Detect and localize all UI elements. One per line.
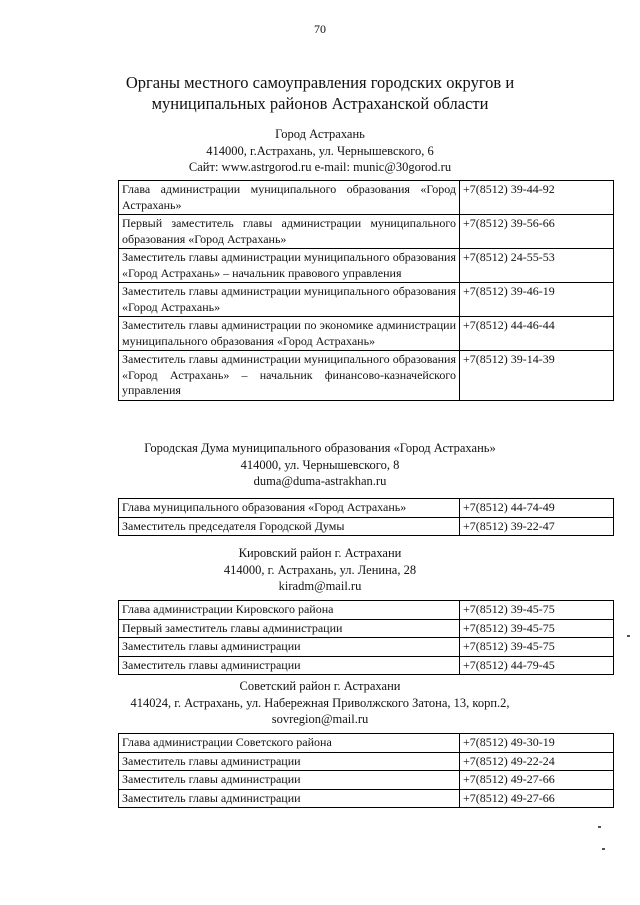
section-address: 414000, г. Астрахань, ул. Ленина, 28 <box>223 562 417 577</box>
section-name: Городская Дума муниципального образования «Город Астрахань» <box>144 441 496 455</box>
position-cell: Заместитель главы администрации <box>119 638 460 657</box>
section-contact: duma@duma-astrakhan.ru <box>253 474 387 488</box>
contacts-table-duma <box>118 498 614 536</box>
scan-speck <box>627 635 630 637</box>
phone-cell: +7(8512) 49-30-19 <box>460 734 614 753</box>
table-row <box>119 789 614 808</box>
position-cell: Заместитель главы администрации <box>119 771 460 790</box>
table-row <box>119 283 614 317</box>
phone-cell: +7(8512) 44-46-44 <box>460 317 614 351</box>
section-address: 414000, ул. Чернышевского, 8 <box>240 457 400 472</box>
section-contact: kiradm@mail.ru <box>278 579 362 593</box>
table-row <box>119 215 614 249</box>
section-contact: sovregion@mail.ru <box>271 712 369 726</box>
contacts-table-astrakhan <box>118 180 614 401</box>
section-address: 414024, г. Астрахань, ул. Набережная Приволжского Затона, 13, корп.2, <box>130 695 510 710</box>
table-row <box>119 771 614 790</box>
page-title: Органы местного самоуправления городских округов и муниципальных районов Астраханской области <box>125 73 515 113</box>
position-cell: Заместитель главы администрации по экономике администрации муниципального образования «Город Астрахань» <box>119 317 460 351</box>
phone-cell: +7(8512) 49-27-66 <box>460 771 614 790</box>
section-header-duma <box>40 440 600 490</box>
phone-cell: +7(8512) 44-74-49 <box>460 499 614 518</box>
phone-cell: +7(8512) 39-56-66 <box>460 215 614 249</box>
phone-cell: +7(8512) 39-45-75 <box>460 638 614 657</box>
table-row <box>119 619 614 638</box>
table-row <box>119 656 614 675</box>
table-row <box>119 317 614 351</box>
position-cell: Заместитель главы администрации <box>119 789 460 808</box>
section-name: Город Астрахань <box>275 127 365 141</box>
position-cell: Глава муниципального образования «Город Астрахань» <box>119 499 460 518</box>
section-name: Кировский район г. Астрахани <box>238 546 402 560</box>
section-header-astrakhan <box>40 126 600 176</box>
position-cell: Первый заместитель главы администрации <box>119 619 460 638</box>
scan-speck <box>602 848 605 850</box>
table-row <box>119 499 614 518</box>
phone-cell: +7(8512) 39-22-47 <box>460 517 614 536</box>
position-cell: Заместитель главы администрации муниципального образования «Город Астрахань» – начальник финансово-казначейского управления <box>119 351 460 401</box>
table-row <box>119 601 614 620</box>
phone-cell: +7(8512) 39-14-39 <box>460 351 614 401</box>
position-cell: Заместитель главы администрации <box>119 656 460 675</box>
position-cell: Заместитель главы администрации муниципального образования «Город Астрахань» <box>119 283 460 317</box>
section-name: Советский район г. Астрахани <box>239 679 401 693</box>
position-cell: Заместитель председателя Городской Думы <box>119 517 460 536</box>
phone-cell: +7(8512) 44-79-45 <box>460 656 614 675</box>
phone-cell: +7(8512) 24-55-53 <box>460 249 614 283</box>
position-cell: Первый заместитель главы администрации муниципального образования «Город Астрахань» <box>119 215 460 249</box>
section-address: 414000, г.Астрахань, ул. Чернышевского, 6 <box>206 143 434 158</box>
table-row <box>119 638 614 657</box>
section-contact: Сайт: www.astrgorod.ru e-mail: munic@30gorod.ru <box>188 160 452 174</box>
position-cell: Заместитель главы администрации <box>119 752 460 771</box>
scan-speck <box>598 826 601 828</box>
position-cell: Глава администрации муниципального образования «Город Астрахань» <box>119 181 460 215</box>
phone-cell: +7(8512) 39-44-92 <box>460 181 614 215</box>
table-row <box>119 734 614 753</box>
section-header-sovetsky <box>40 678 600 728</box>
phone-cell: +7(8512) 49-27-66 <box>460 789 614 808</box>
table-row <box>119 351 614 401</box>
table-row <box>119 181 614 215</box>
position-cell: Глава администрации Кировского района <box>119 601 460 620</box>
table-row <box>119 249 614 283</box>
section-header-kirovsky <box>40 545 600 595</box>
contacts-table-sovetsky <box>118 733 614 808</box>
position-cell: Глава администрации Советского района <box>119 734 460 753</box>
table-row <box>119 752 614 771</box>
table-row <box>119 517 614 536</box>
phone-cell: +7(8512) 39-45-75 <box>460 619 614 638</box>
phone-cell: +7(8512) 49-22-24 <box>460 752 614 771</box>
page-number: 70 <box>314 22 326 36</box>
position-cell: Заместитель главы администрации муниципального образования «Город Астрахань» – начальник правового управления <box>119 249 460 283</box>
phone-cell: +7(8512) 39-45-75 <box>460 601 614 620</box>
contacts-table-kirovsky <box>118 600 614 675</box>
phone-cell: +7(8512) 39-46-19 <box>460 283 614 317</box>
